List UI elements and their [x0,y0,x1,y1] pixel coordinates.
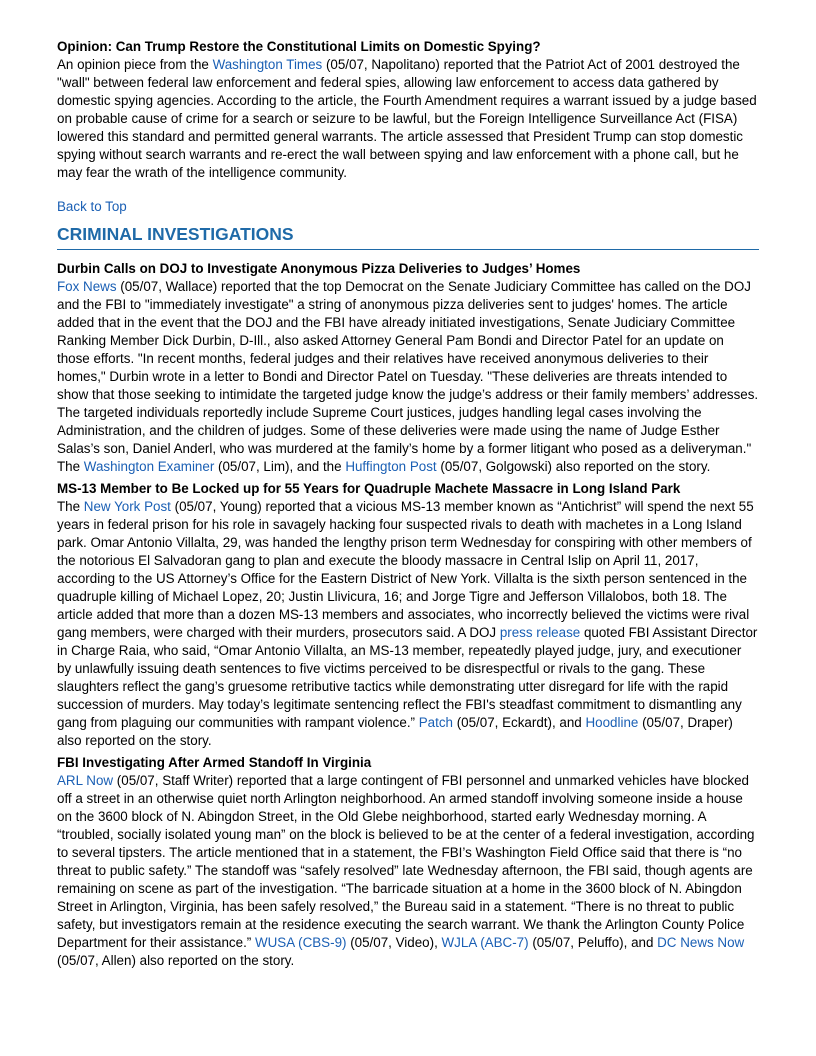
source-link-patch[interactable]: Patch [418,715,453,730]
source-link-new-york-post[interactable]: New York Post [83,499,171,514]
article-text: (05/07, Video), [346,935,442,950]
source-link-washington-times[interactable]: Washington Times [212,57,323,72]
newsletter-page [57,38,759,970]
source-link-wjla[interactable]: WJLA (ABC-7) [441,935,529,950]
article-text: (05/07, Napolitano) reported that the Patriot Act of 2001 destroyed the "wall" between federal law enforcement and federal spies, allowing law enforcement to access data gathered by domestic spying agencies. According to the article, the Fourth Amendment requires a warrant issued by a judge based on probable cause of crime for a search or seizure to be lawful, but the Foreign Intelligence Surveillance Act (FISA) lowered this standard and permitted general warrants. The article assessed that President Trump can stop domestic spying without search warrants and re-erect the wall between spying and law enforcement with a phone call, but he may fear the wrath of the intelligence community. [57,57,757,180]
article-text: (05/07, Staff Writer) reported that a large contingent of FBI personnel and unmarked vehicles have blocked off a street in an otherwise quiet north Arlington neighborhood. An armed standoff involving someone inside a house on the 3600 block of N. Abingdon Street, in the Old Glebe neighborhood, started early Wednesday morning. A “troubled, socially isolated young man” on the block is believed to be at the center of a federal investigation, according to several tipsters. The article mentioned that in a statement, the FBI’s Washington Field Office said that there is “no threat to public safety.” The standoff was “safely resolved” late Wednesday afternoon, the FBI said, though agents are remaining on scene as part of the investigation. “The barricade situation at a home in the 3600 block of N. Abingdon Street in Arlington, Virginia, has been safely resolved,” the Bureau said in a statement. “There is no threat to public safety, but investigators remain at the residence executing the search warrant. We thank the Arlington County Police Department for their assistance.” [57,773,755,950]
source-link-huffington-post[interactable]: Huffington Post [345,459,437,474]
back-to-top-link[interactable]: Back to Top [57,199,127,214]
article-text: (05/07, Allen) also reported on the story. [57,953,295,968]
article-text: (05/07, Draper) also reported on the story. [57,715,733,748]
article-pizza-deliveries [57,260,759,476]
article-body [57,56,759,182]
article-text: (05/07, Young) reported that a vicious MS-13 member known as “Antichrist” will spend the next 55 years in federal prison for his role in savagely hacking four suspected rivals to death with machetes in a Long Island park. Omar Antonio Villalta, 29, was handed the lengthy prison term Wednesday for conspiring with other members of the notorious El Salvadoran gang to plan and execute the bloody massacre in Central Islip on April 11, 2017, according to the US Attorney’s Office for the Eastern District of New York. Villalta is the sixth person sentenced in the quadruple killing of Michael Lopez, 20; Justin Llivicura, 16; and Jorge Tigre and Jefferson Villalobos, both 18. The article added that more than a dozen MS-13 members and associates, who incorrectly believed the victims were rival gang members, were charged with their murders, prosecutors said. A DOJ [57,499,754,640]
article-armed-standoff [57,754,759,970]
source-link-press-release[interactable]: press release [499,625,581,640]
article-text: (05/07, Eckardt), and [452,715,586,730]
source-link-fox-news[interactable]: Fox News [57,279,117,294]
article-headline: FBI Investigating After Armed Standoff In Virginia [57,755,372,770]
article-text: (05/07, Golgowski) also reported on the story. [436,459,711,474]
article-body [57,278,759,476]
source-link-hoodline[interactable]: Hoodline [585,715,639,730]
source-link-washington-examiner[interactable]: Washington Examiner [83,459,215,474]
article-text: The [57,499,84,514]
article-headline: MS-13 Member to Be Locked up for 55 Years for Quadruple Machete Massacre in Long Island Park [57,481,681,496]
section-title-criminal-investigations: CRIMINAL INVESTIGATIONS [57,223,759,250]
source-link-wusa[interactable]: WUSA (CBS-9) [254,935,347,950]
article-headline: Durbin Calls on DOJ to Investigate Anonymous Pizza Deliveries to Judges’ Homes [57,261,581,276]
article-headline: Opinion: Can Trump Restore the Constitutional Limits on Domestic Spying? [57,39,541,54]
source-link-arl-now[interactable]: ARL Now [57,773,114,788]
article-text: (05/07, Peluffo), and [528,935,658,950]
article-body [57,772,759,970]
source-link-dc-news-now[interactable]: DC News Now [657,935,745,950]
article-text: (05/07, Lim), and the [214,459,346,474]
article-opinion-domestic-spying [57,38,759,182]
article-text: quoted FBI Assistant Director in Charge Raia, who said, “Omar Antonio Villalta, an MS-13 member, repeatedly played judge, jury, and executioner by unlawfully issuing death sentences to five victims perceived to be disrespectful or rivals to the gang. These slaughters reflect the gang’s gruesome retributive tactics while demonstrating utter disregard for life with the rapid succession of murders. May today’s legitimate sentencing reflect the FBI's steadfast commitment to dismantling any gang from plaguing our communities with rampant violence.” [57,625,758,730]
article-body [57,498,759,750]
article-text: (05/07, Wallace) reported that the top Democrat on the Senate Judiciary Committee has called on the DOJ and the FBI to "immediately investigate" a string of anonymous pizza deliveries sent to judges' homes. The article added that in the event that the DOJ and the FBI have already initiated investigations, Senate Judiciary Committee Ranking Member Dick Durbin, D-Ill., also asked Attorney General Pam Bondi and Director Patel for an update on those efforts. "In recent months, federal judges and their relatives have received anonymous deliveries to their homes," Durbin wrote in a letter to Bondi and Director Patel on Tuesday. "These deliveries are threats intended to show that those seeking to intimidate the targeted judge know the judge’s address or their family members’ addresses. The targeted individuals reportedly include Supreme Court justices, judges handling legal cases involving the Administration, and the children of judges. Some of these deliveries were made using the name of Judge Esther Salas’s son, Daniel Anderl, who was murdered at the family’s home by a former litigant who posed as a deliveryman." The [57,279,759,474]
article-ms13-sentencing [57,480,759,750]
article-text: An opinion piece from the [57,57,213,72]
